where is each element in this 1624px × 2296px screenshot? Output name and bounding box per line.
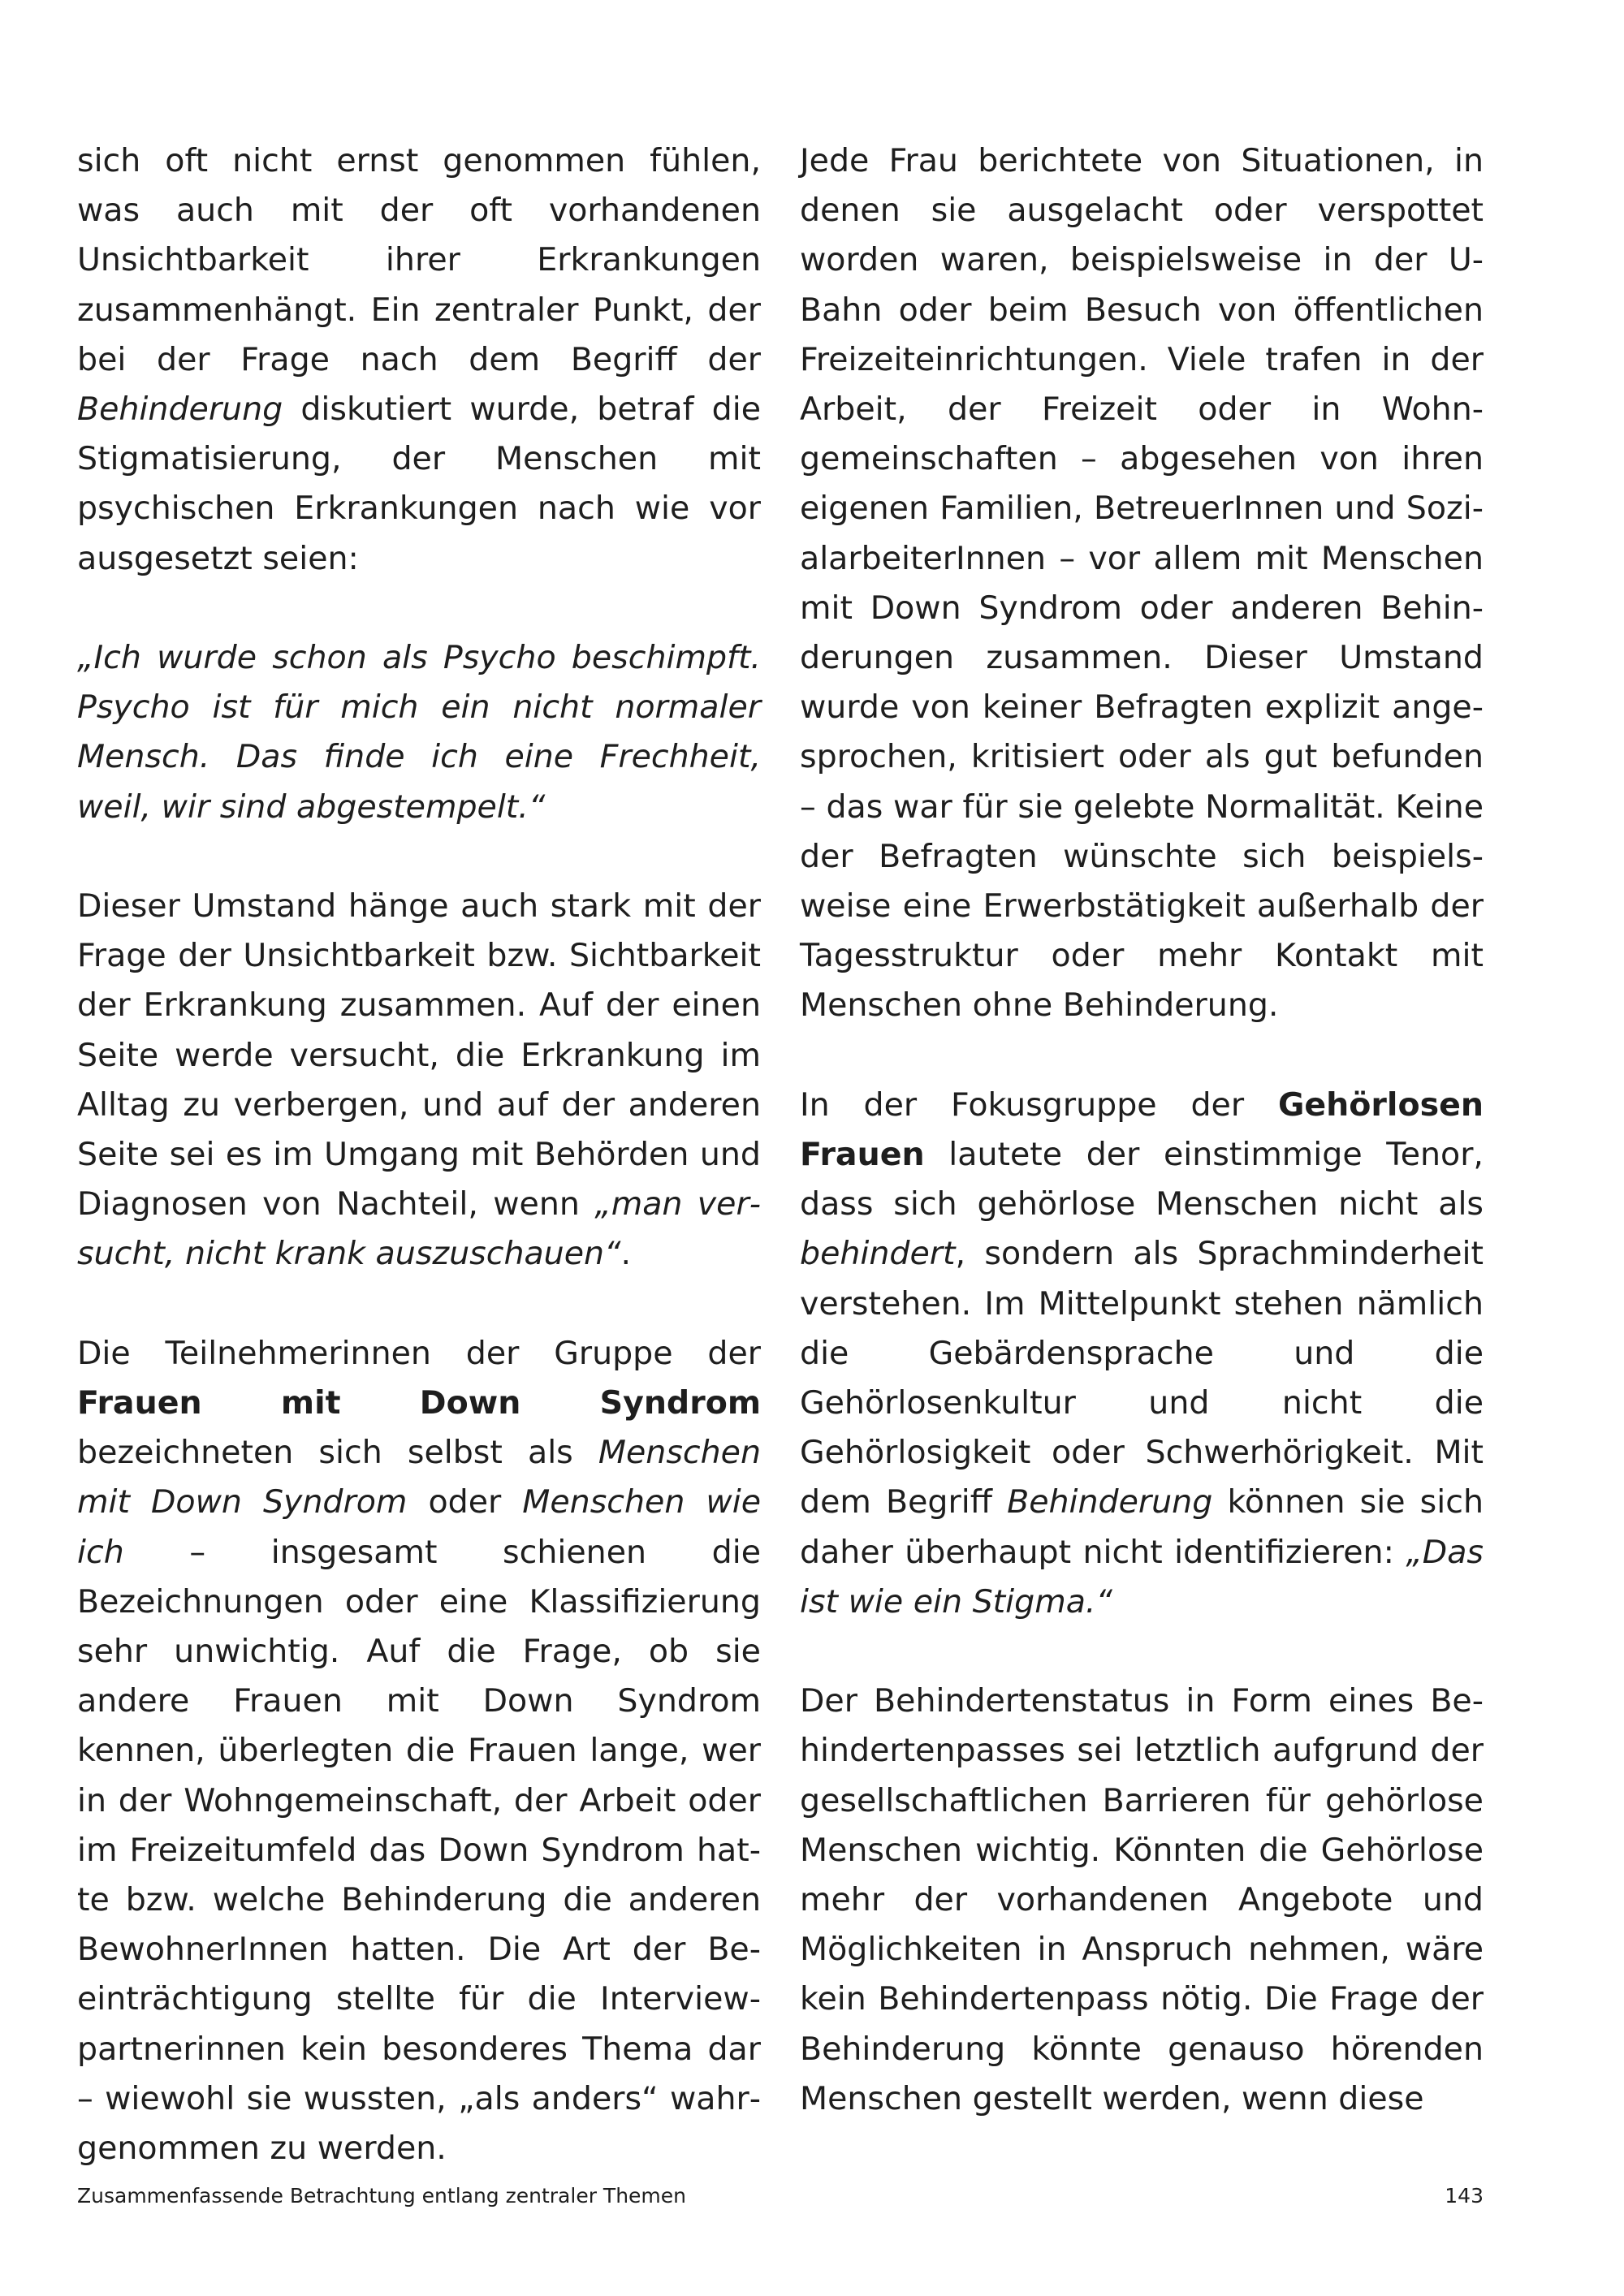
quote-text: „Ich wurde schon als Psycho beschimpft. Psycho ist für mich ein nicht normaler Mensch. Das finde ich eine Frechheit, weil, wir sind abgestempelt.“	[77, 639, 761, 826]
paragraph	[77, 136, 761, 584]
paragraph	[77, 1329, 761, 2173]
text-run: – insgesamt schienen die Bezeichnungen oder eine Klassifizierung sehr unwichtig. Auf die Frage, ob sie andere Frauen mit Down Syndrom kennen, überlegten die Frauen lange, wer in der Wohngemeinschaft, der Arbeit oder im Freizeitumfeld das Down Syndrom hatte bzw. welche Behinderung die anderen BewohnerInnen hatten. Die Art der Beeinträchtigung stellte für die Interviewpartnerinnen kein besonderes Thema dar – wiewohl sie wussten, „als anders“ wahrgenommen zu werden.	[77, 1533, 761, 2168]
emphasis-text: behindert	[800, 1235, 956, 1273]
text-run: sich oft nicht ernst genommen fühlen, was auch mit der oft vorhandenen Unsichtbarkeit ihrer Erkrankungen zusammenhängt. Ein zentraler Punkt, der bei der Frage nach dem Begriff der	[77, 142, 761, 378]
page-number: 143	[1445, 2184, 1484, 2208]
text-run: .	[620, 1235, 632, 1273]
paragraph	[77, 882, 761, 1280]
paragraph	[800, 1677, 1484, 2124]
emphasis-text: Menschen wie ich	[77, 1483, 761, 1571]
paragraph	[800, 136, 1484, 1031]
bold-text: Frauen mit Down Syndrom	[77, 1384, 761, 1422]
left-column	[77, 136, 761, 2173]
emphasis-text: „man versucht, nicht krank auszuschauen“	[77, 1185, 761, 1273]
emphasis-text: „Das ist wie ein Stigma.“	[800, 1533, 1484, 1621]
emphasis-text: Behinderung	[77, 391, 283, 429]
emphasis-text: Behinderung	[1007, 1483, 1213, 1521]
text-run: diskutiert wurde, betraf die Stigmatisierung, der Menschen mit psychischen Erkrankungen nach wie vor ausgesetzt seien:	[77, 391, 761, 577]
text-run: In der Fokusgruppe der	[800, 1085, 1278, 1124]
paragraph	[800, 1081, 1484, 1627]
text-run: Der Behindertenstatus in Form eines Behindertenpasses sei letztlich aufgrund der gesellschaftlichen Barrieren für gehörlose Menschen wichtig. Könnten die Gehörlose mehr der vorhandenen Angebote und Möglichkeiten in Anspruch nehmen, wäre kein Behindertenpass nötig. Die Frage der Behinderung könnte genauso hörenden Menschen gestellt werden, wenn diese	[800, 1682, 1484, 2117]
text-run: , sondern als Sprachminderheit verstehen. Im Mittelpunkt stehen nämlich die Gebärdensprache und die Gehörlosenkultur und nicht die Gehörlosigkeit oder Schwerhörigkeit. Mit dem Begriff	[800, 1235, 1484, 1521]
block-quote	[77, 633, 761, 832]
right-column	[800, 136, 1484, 2124]
text-run: oder	[407, 1483, 523, 1521]
text-run: lautete der einstimmige Tenor, dass sich gehörlose Menschen nicht als	[800, 1136, 1484, 1224]
text-run: bezeichneten sich selbst als	[77, 1434, 598, 1472]
text-run: Die Teilnehmerinnen der Gruppe der	[77, 1334, 761, 1372]
text-run: Jede Frau berichtete von Situationen, in denen sie ausgelacht oder verspottet worden waren, beispielsweise in der U-Bahn oder beim Besuch von öffentlichen Freizeiteinrichtungen. Viele trafen in der Arbeit, der Freizeit oder in Wohngemeinschaften – abgesehen von ihren eigenen Familien, BetreuerInnen und SozialarbeiterInnen – vor allem mit Menschen mit Down Syndrom oder anderen Behinderungen zusammen. Dieser Umstand wurde von keiner Befragten explizit angesprochen, kritisiert oder als gut befunden – das war für sie gelebte Normalität. Keine der Befragten wünschte sich beispielsweise eine Erwerbstätigkeit außerhalb der Tagesstruktur oder mehr Kontakt mit Menschen ohne Behinderung.	[800, 142, 1484, 1025]
text-run: Dieser Umstand hänge auch stark mit der Frage der Unsichtbarkeit bzw. Sichtbarkeit der Erkrankung zusammen. Auf der einen Seite werde versucht, die Erkrankung im Alltag zu verbergen, und auf der anderen Seite sei es im Umgang mit Behörden und Diagnosen von Nachteil, wenn	[77, 887, 761, 1224]
text-run: können sie sich daher überhaupt nicht identifizieren:	[800, 1483, 1484, 1571]
emphasis-text: Menschen mit Down Syndrom	[77, 1434, 761, 1521]
running-title: Zusammenfassende Betrachtung entlang zentraler Themen	[77, 2184, 686, 2208]
bold-text: Gehörlosen Frauen	[800, 1085, 1484, 1174]
